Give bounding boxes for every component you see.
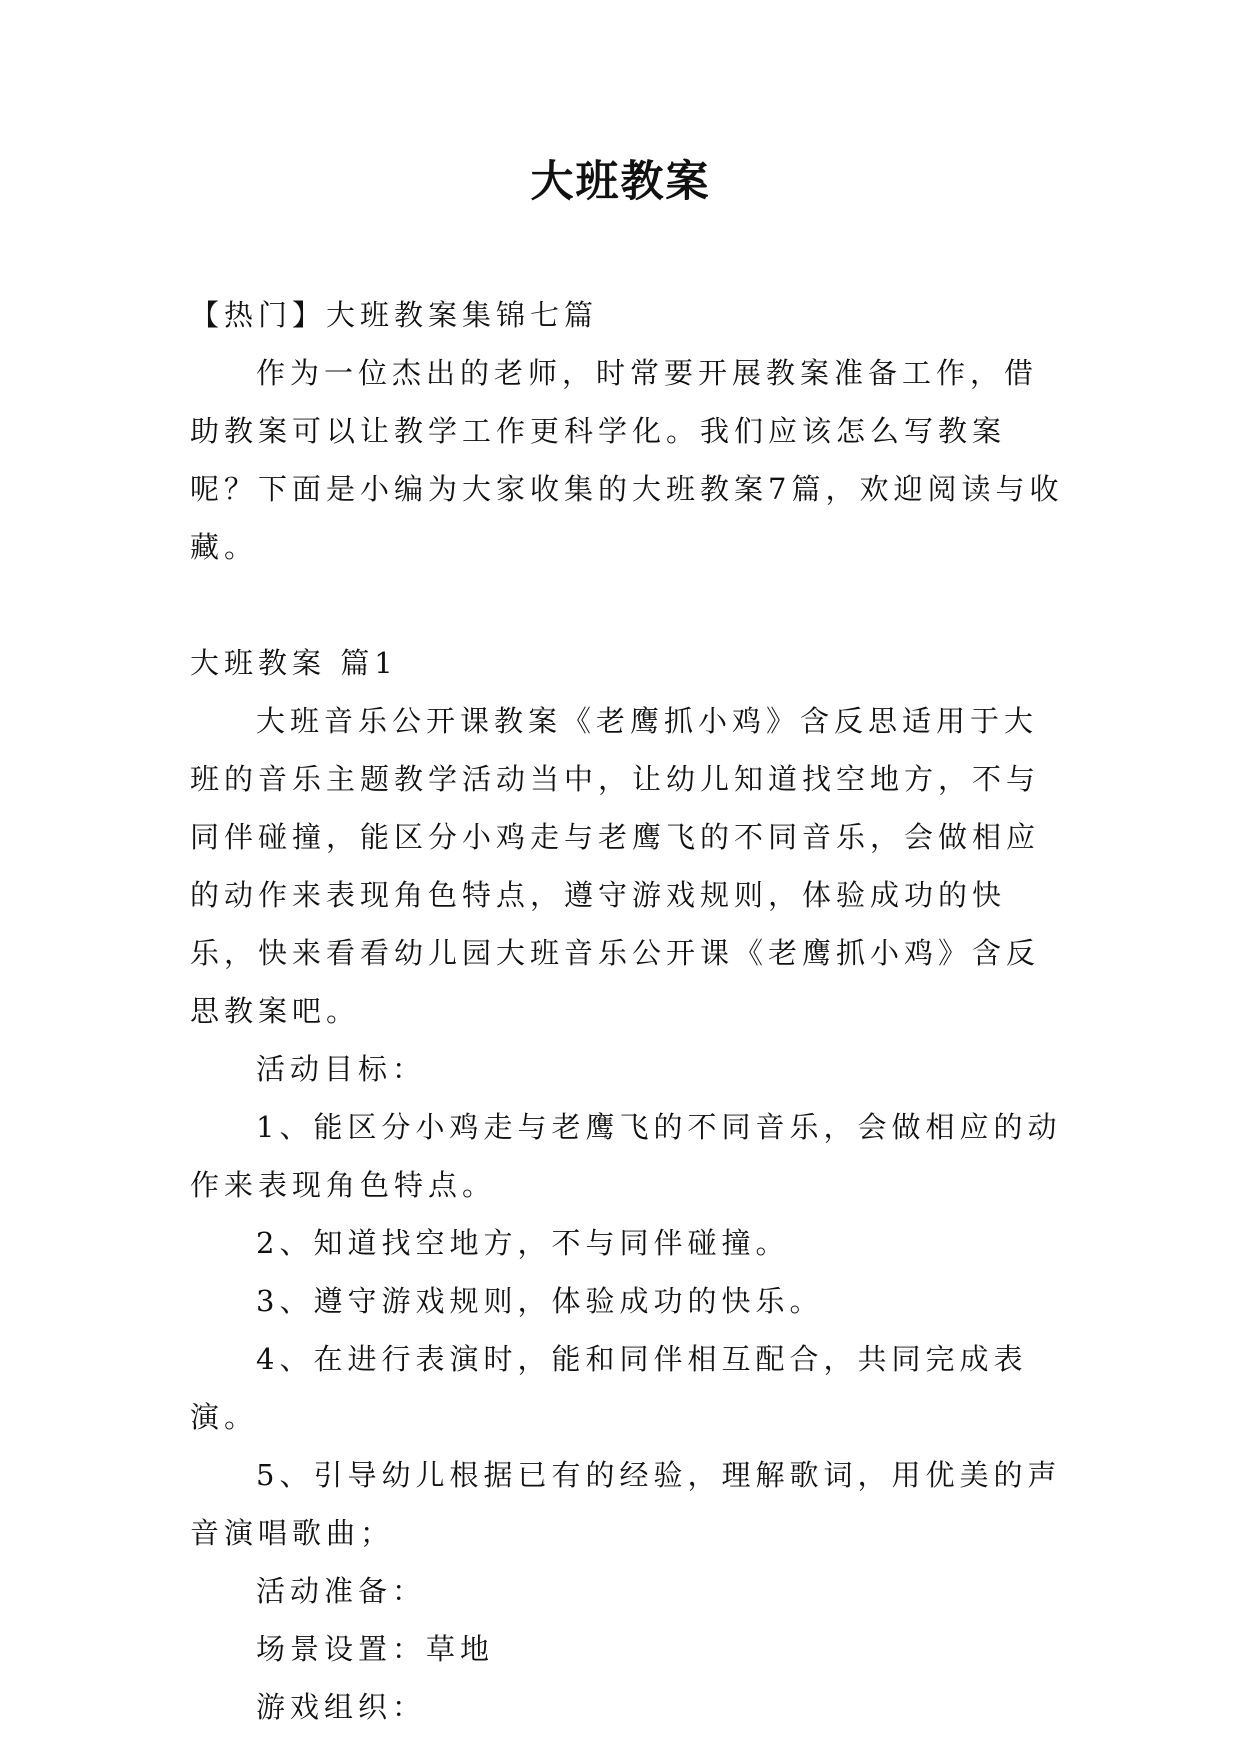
- paragraph-gap: [190, 576, 1070, 634]
- goal-item: 1、能区分小鸡走与老鹰飞的不同音乐，会做相应的动作来表现角色特点。: [190, 1110, 1062, 1202]
- section-intro-paragraph: 大班音乐公开课教案《老鹰抓小鸡》含反思适用于大班的音乐主题教学活动当中，让幼儿知道找空地方，不与同伴碰撞，能区分小鸡走与老鹰飞的不同音乐，会做相应的动作来表现角色特点，遵守游戏规则，体验成功的快乐，快来看看幼儿园大班音乐公开课《老鹰抓小鸡》含反思教案吧。: [190, 704, 1041, 1028]
- intro-paragraph: 作为一位杰出的老师，时常要开展教案准备工作，借助教案可以让教学工作更科学化。我们应该怎么写教案呢？下面是小编为大家收集的大班教案7篇，欢迎阅读与收藏。: [190, 356, 1064, 564]
- goal-item: 4、在进行表演时，能和同伴相互配合，共同完成表演。: [190, 1342, 1028, 1434]
- document-body: [190, 286, 1070, 1736]
- goal-item: 5、引导幼儿根据已有的经验，理解歌词，用优美的声音演唱歌曲；: [190, 1458, 1062, 1550]
- game-label: 游戏组织：: [256, 1690, 427, 1724]
- scene-setting: 场景设置：草地: [256, 1632, 495, 1666]
- goal-item: 3、遵守游戏规则，体验成功的快乐。: [256, 1284, 824, 1318]
- prep-label: 活动准备：: [256, 1574, 427, 1608]
- section-heading: 大班教案 篇1: [190, 646, 398, 680]
- document-title: 大班教案: [530, 157, 711, 207]
- goals-label: 活动目标：: [256, 1052, 427, 1086]
- document-subtitle: 【热门】大班教案集锦七篇: [190, 298, 599, 332]
- goal-item: 2、知道找空地方，不与同伴碰撞。: [256, 1226, 790, 1260]
